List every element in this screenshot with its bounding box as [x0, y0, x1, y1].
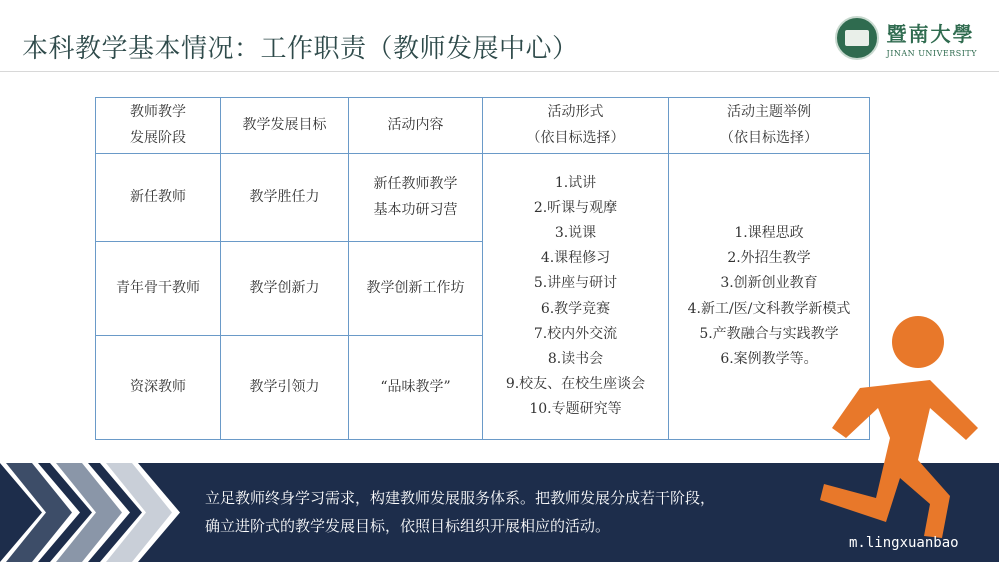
- list-item: 3.说课: [554, 224, 597, 241]
- header-forms: 活动形式 （依目标选择）: [483, 98, 669, 154]
- header-content: 活动内容: [349, 98, 483, 154]
- list-item: 5.产教融合与实践教学: [699, 325, 839, 342]
- page-title: 本科教学基本情况：工作职责（教师发展中心）: [22, 34, 579, 64]
- list-item: 10.专题研究等: [529, 401, 622, 418]
- responsibility-table: [95, 97, 870, 440]
- cell-goal: 教学创新力: [221, 242, 349, 336]
- header-goal: 教学发展目标: [221, 98, 349, 154]
- running-person-icon: [800, 300, 999, 562]
- cell-content: 教学创新工作坊: [349, 242, 483, 336]
- cell-stage: 新任教师: [96, 154, 221, 242]
- header-topics: 活动主题举例 （依目标选择）: [669, 98, 870, 154]
- list-item: 4.课程修习: [540, 250, 611, 267]
- university-seal-icon: [835, 16, 879, 60]
- university-logo: [835, 16, 978, 60]
- title-divider: [0, 71, 999, 72]
- banner-text: [205, 484, 805, 540]
- logo-name-cn: 暨南大學: [886, 22, 975, 46]
- cell-stage: 青年骨干教师: [96, 242, 221, 336]
- cell-content: 新任教师教学 基本功研习营: [349, 154, 483, 242]
- list-item: 3.创新创业教育: [720, 275, 818, 292]
- header-stage: 教师教学 发展阶段: [96, 98, 221, 154]
- list-item: 1.试讲: [554, 174, 597, 191]
- cell-stage: 资深教师: [96, 336, 221, 440]
- chevron-arrows-icon: [0, 463, 190, 562]
- list-item: 2.外招生教学: [727, 250, 811, 267]
- list-item: 6.教学竞赛: [540, 300, 611, 317]
- banner-line-1: 立足教师终身学习需求，构建教师发展服务体系。把教师发展分成若干阶段，: [205, 489, 716, 507]
- list-item: 4.新工/医/文科教学新模式: [687, 300, 851, 317]
- table-header-row: [96, 98, 870, 154]
- list-item: 8.读书会: [547, 350, 604, 367]
- cell-activity-forms: [483, 154, 669, 440]
- logo-name-en: JINAN UNIVERSITY: [886, 49, 977, 58]
- cell-goal: 教学引领力: [221, 336, 349, 440]
- banner-line-2: 确立进阶式的教学发展目标，依照目标组织开展相应的活动。: [205, 517, 611, 535]
- table-row: [96, 154, 870, 242]
- list-item: 1.课程思政: [734, 224, 804, 241]
- list-item: 5.讲座与研讨: [533, 275, 618, 292]
- watermark: m.lingxuanbao: [849, 535, 959, 551]
- list-item: 7.校内外交流: [533, 325, 618, 342]
- cell-goal: 教学胜任力: [221, 154, 349, 242]
- list-item: 6.案例教学等。: [720, 350, 818, 367]
- cell-content: “品味教学”: [349, 336, 483, 440]
- list-item: 2.听课与观摩: [533, 199, 618, 216]
- list-item: 9.校友、在校生座谈会: [505, 376, 646, 393]
